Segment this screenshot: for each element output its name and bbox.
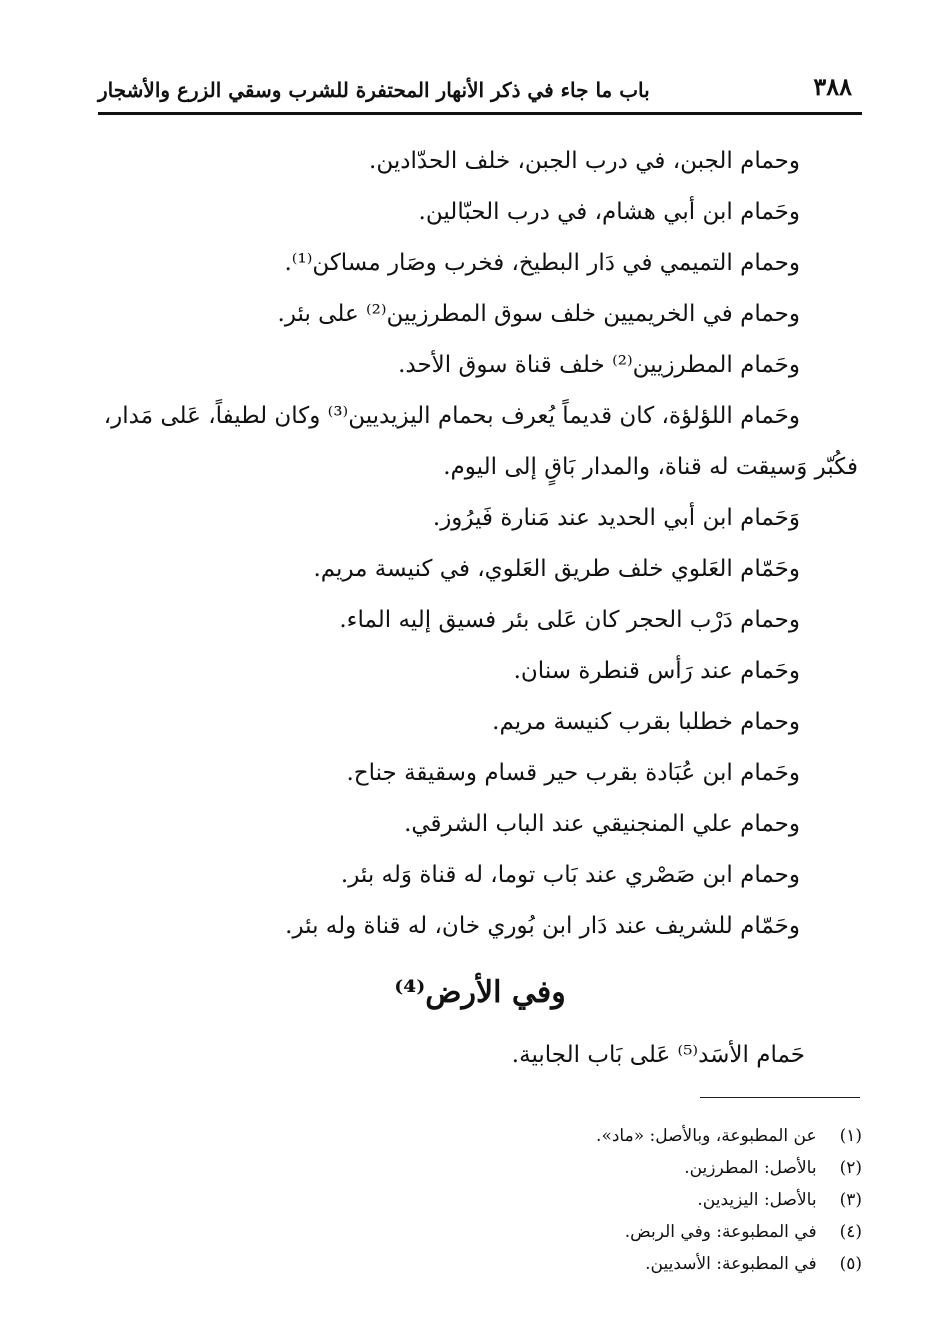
text-line: وحمام دَرْب الحجر كان عَلى بئر فسيق إليه الماء. — [339, 607, 800, 633]
text-line: وَحَمام ابن أبي الحديد عند مَنارة فَيرُوز. — [432, 505, 800, 531]
text-line: وحَمام المطرزيين⁽²⁾ خلف قناة سوق الأحد. — [398, 352, 800, 378]
footnote-number: (٢) — [839, 1158, 862, 1178]
text-line: وحمام علي المنجنيقي عند الباب الشرقي. — [404, 811, 800, 837]
text-line: فكُبّر وَسيقت له قناة، والمدار بَاقٍ إلى اليوم. — [443, 454, 858, 480]
footnote — [596, 1248, 862, 1280]
header-rule — [98, 112, 862, 115]
text-line: وحَمّام العَلوي خلف طريق العَلوي، في كنيسة مريم. — [313, 556, 800, 582]
main-text — [70, 136, 858, 952]
footnote — [596, 1152, 862, 1184]
footnote-text: في المطبوعة: وفي الربض. — [624, 1222, 817, 1242]
footnote-number: (٤) — [839, 1222, 862, 1242]
text-line: وحَمام ابن أبي هشام، في درب الحبّالين. — [418, 199, 800, 225]
footnote-number: (٥) — [839, 1254, 862, 1274]
text-line: وحَمّام للشريف عند دَار ابن بُوري خان، له قناة وله بئر. — [285, 913, 800, 939]
text-line: وحمام ابن صَصْري عند بَاب توما، له قناة وَله بئر. — [340, 862, 800, 888]
text-line: وحَمام ابن عُبَادة بقرب حير قسام وسقيقة جناح. — [346, 760, 800, 786]
text-line: حَمام الأسَد⁽⁵⁾ عَلى بَاب الجابية. — [511, 1042, 805, 1068]
page-header — [98, 68, 862, 108]
footnote-number: (٣) — [839, 1190, 862, 1210]
text-line: وحَمام اللؤلؤة، كان قديماً يُعرف بحمام اليزيديين⁽³⁾ وكان لطيفاً، عَلى مَدار، — [103, 403, 800, 429]
section-heading: وفي الأرض⁽⁴⁾ — [394, 975, 566, 1010]
footnote-text: عن المطبوعة، وبالأصل: «ماد». — [596, 1126, 817, 1146]
footnotes — [596, 1120, 862, 1280]
footnote — [596, 1216, 862, 1248]
footnote-text: بالأصل: المطرزين. — [684, 1158, 817, 1178]
footnote-text: في المطبوعة: الأسديين. — [645, 1254, 817, 1274]
footnote — [596, 1184, 862, 1216]
text-line: وحمام في الخريميين خلف سوق المطرزيين⁽²⁾ على بئر. — [277, 301, 800, 327]
footnote — [596, 1120, 862, 1152]
text-line: وحَمام عند رَأس قنطرة سنان. — [513, 658, 800, 684]
running-title: باب ما جاء في ذكر الأنهار المحتفرة للشرب وسقي الزرع والأشجار — [98, 78, 650, 102]
text-line: وحمام الجبن، في درب الجبن، خلف الحدّادين. — [369, 148, 800, 174]
text-line: وحمام التميمي في دَار البطيخ، فخرب وصَار مساكن⁽¹⁾. — [284, 250, 800, 276]
footnote-rule — [700, 1097, 860, 1098]
text-line: وحمام خطلبا بقرب كنيسة مريم. — [492, 709, 800, 735]
footnote-number: (١) — [839, 1126, 862, 1146]
footnote-text: بالأصل: اليزيدين. — [697, 1190, 817, 1210]
page-number: ٣٨٨ — [813, 72, 852, 101]
